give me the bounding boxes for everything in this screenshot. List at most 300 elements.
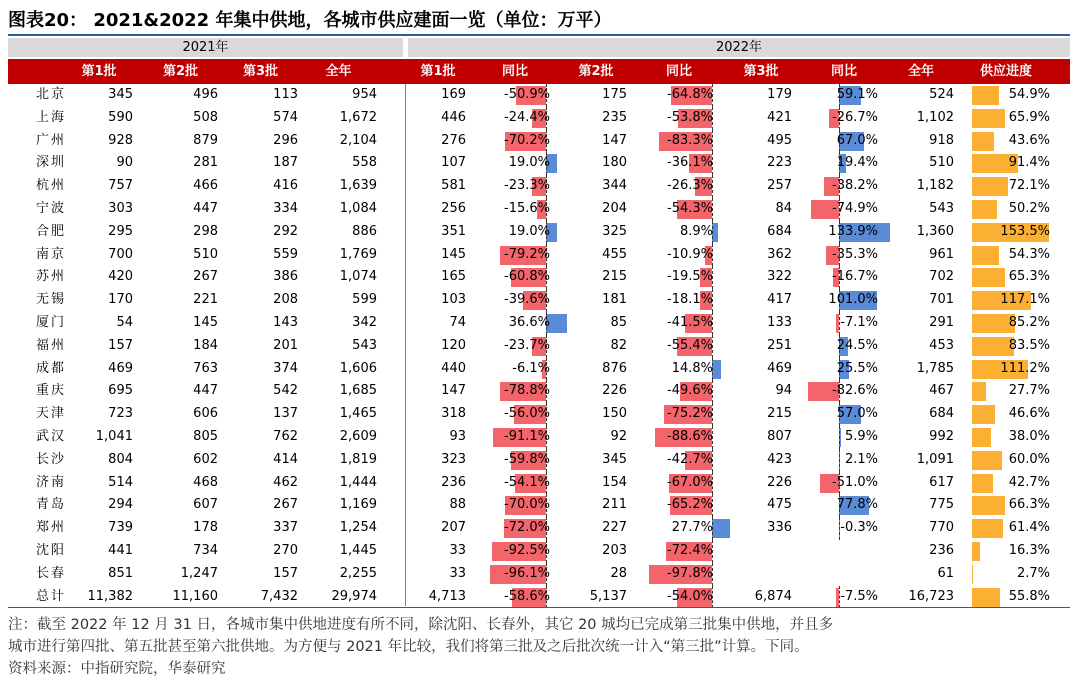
cell-n3 <box>730 563 792 586</box>
cell-yoy2: -19.5% <box>667 269 713 285</box>
table-row <box>8 380 1070 403</box>
table-row <box>8 289 1070 312</box>
cell-yoy1: -70.0% <box>504 497 550 513</box>
column-header: 第2批 <box>578 64 614 79</box>
cell-prog: 61.4% <box>1008 520 1050 536</box>
cell-y22: 16,723 <box>908 588 954 604</box>
cell-b3: 542 <box>273 383 298 399</box>
cell-b1: 345 <box>108 87 133 102</box>
cell-yoy2: -75.2% <box>667 406 713 422</box>
cell-prog: 54.3% <box>1008 246 1050 262</box>
cell-n1: 581 <box>441 178 466 194</box>
cell-n3: 469 <box>767 360 792 376</box>
cell-prog: 153.5% <box>1000 223 1050 239</box>
cell-yoy2: 8.9% <box>679 223 713 239</box>
cell-y21: 886 <box>352 223 377 239</box>
cell-y21: 1,606 <box>339 360 377 376</box>
cell-b2: 734 <box>193 543 218 558</box>
cell-prog: 65.3% <box>1008 269 1050 285</box>
city-name: 广州 <box>36 132 67 148</box>
cell-n3: 322 <box>767 269 792 285</box>
cell-y22: 1,102 <box>916 109 954 125</box>
cell-prog: 42.7% <box>1008 474 1050 490</box>
cell-n1: 256 <box>441 201 466 216</box>
cell-n2: 147 <box>602 132 627 148</box>
cell-n3: 421 <box>767 109 792 125</box>
cell-n1: 74 <box>449 315 466 330</box>
cell-n1: 318 <box>441 406 466 422</box>
city-name: 上海 <box>36 109 67 125</box>
cell-yoy1: -60.8% <box>504 269 550 285</box>
cell-yoy1: -56.0% <box>504 406 550 422</box>
table-row <box>8 175 1070 198</box>
cell-yoy2: -18.1% <box>667 292 713 308</box>
cell-yoy1: 19.0% <box>508 223 550 239</box>
column-header: 第3批 <box>242 64 279 79</box>
cell-y21: 543 <box>352 337 377 353</box>
column-header: 全年 <box>907 64 934 79</box>
cell-y21: 29,974 <box>331 588 377 604</box>
cell-yoy2: -26.3% <box>667 178 713 194</box>
cell-y21: 2,609 <box>339 429 377 444</box>
cell-yoy3: -35.3% <box>832 246 878 262</box>
column-header: 供应进度 <box>979 64 1032 79</box>
cell-yoy2: -54.0% <box>667 588 713 604</box>
table-row <box>8 266 1070 289</box>
cell-n3: 417 <box>767 292 792 308</box>
table-row <box>8 130 1070 153</box>
cell-b3: 374 <box>273 360 298 376</box>
cell-prog: 60.0% <box>1008 451 1050 467</box>
cell-y21: 1,685 <box>339 383 377 399</box>
cell-b3: 559 <box>273 246 298 262</box>
cell-prog: 91.4% <box>1008 155 1050 171</box>
cell-b3: 292 <box>273 223 298 239</box>
table-row <box>8 84 1070 107</box>
cell-yoy1: -91.1% <box>504 429 550 444</box>
cell-yoy1: -58.6% <box>504 588 550 604</box>
cell-b2: 510 <box>193 246 218 262</box>
cell-y21: 342 <box>352 315 377 330</box>
city-name: 无锡 <box>36 292 67 308</box>
cell-b2: 298 <box>193 223 218 239</box>
cell-b3: 7,432 <box>260 588 298 604</box>
cell-y21: 1,465 <box>339 406 377 422</box>
cell-prog: 43.6% <box>1008 132 1050 148</box>
cell-y22: 467 <box>929 383 954 399</box>
cell-prog: 46.6% <box>1008 406 1050 422</box>
cell-n3: 251 <box>767 337 792 353</box>
cell-b3: 143 <box>273 315 298 330</box>
cell-y22: 961 <box>929 246 954 262</box>
cell-yoy3: -7.5% <box>840 588 878 604</box>
cell-n2: 180 <box>602 155 627 171</box>
cell-y21: 954 <box>352 87 377 102</box>
city-name: 成都 <box>36 360 67 376</box>
cell-yoy1: -6.1% <box>512 360 550 376</box>
cell-yoy2: -41.5% <box>667 315 713 330</box>
city-name: 长春 <box>36 565 67 581</box>
cell-b1: 590 <box>108 109 133 125</box>
cell-yoy2: -36.1% <box>667 155 713 171</box>
cell-n3: 423 <box>767 451 792 467</box>
cell-y21: 1,639 <box>339 178 377 194</box>
cell-y22: 770 <box>929 520 954 536</box>
cell-b3: 157 <box>273 565 298 581</box>
column-header: 第1批 <box>420 64 456 79</box>
cell-b1: 469 <box>108 360 133 376</box>
cell-y22: 992 <box>929 429 954 444</box>
cell-n2: 204 <box>602 201 627 216</box>
cell-n2: 227 <box>602 520 627 536</box>
table-row <box>8 494 1070 517</box>
cell-yoy1: -92.5% <box>504 543 550 558</box>
cell-b2: 606 <box>193 406 218 422</box>
cell-b1: 851 <box>108 565 133 581</box>
cell-n2: 150 <box>602 406 627 422</box>
group-header-2022: 2022年 <box>408 38 1070 57</box>
column-header: 同比 <box>501 64 528 79</box>
cell-prog: 65.9% <box>1008 109 1050 125</box>
cell-y21: 2,255 <box>339 565 377 581</box>
cell-yoy2: -83.3% <box>667 132 713 148</box>
table-row <box>8 244 1070 267</box>
column-header: 同比 <box>665 64 692 79</box>
cell-b2: 805 <box>193 429 218 444</box>
cell-prog: 55.8% <box>1008 588 1050 604</box>
cell-b1: 928 <box>108 132 133 148</box>
cell-b3: 462 <box>273 474 298 490</box>
cell-b2: 221 <box>193 292 218 308</box>
cell-b2: 879 <box>193 132 218 148</box>
cell-b1: 1,041 <box>95 429 133 444</box>
city-name: 合肥 <box>36 223 67 239</box>
cell-n1: 120 <box>441 337 466 353</box>
cell-b1: 723 <box>108 406 133 422</box>
cell-yoy1: -15.6% <box>504 201 550 216</box>
cell-yoy1: -70.2% <box>504 132 550 148</box>
note-line-2: 城市进行第四批、第五批甚至第六批供地。为方便与 2021 年比较，我们将第三批及之后批次统一计入“第三批”计算。下同。 <box>8 639 809 655</box>
cell-yoy1: -72.0% <box>504 520 550 536</box>
cell-n3: 257 <box>767 178 792 194</box>
table-row <box>8 540 1070 563</box>
cell-y22: 1,785 <box>916 360 954 376</box>
cell-b1: 295 <box>108 223 133 239</box>
city-name: 济南 <box>36 474 67 490</box>
cell-n1: 33 <box>449 543 466 558</box>
cell-y21: 1,074 <box>339 269 377 285</box>
cell-y22: 617 <box>929 474 954 490</box>
cell-b1: 695 <box>108 383 133 399</box>
cell-b3: 416 <box>273 178 298 194</box>
cell-n1: 323 <box>441 451 466 467</box>
cell-yoy1: -24.4% <box>504 109 550 125</box>
table-row <box>8 586 1070 609</box>
cell-yoy3 <box>810 540 878 563</box>
cell-n3: 133 <box>767 315 792 330</box>
cell-b1: 54 <box>116 315 133 330</box>
cell-prog: 16.3% <box>1008 543 1050 558</box>
table-row <box>8 403 1070 426</box>
page-title: 图表20： 2021&2022 年集中供地，各城市供应建面一览（单位：万平） <box>8 10 612 31</box>
cell-y21: 1,254 <box>339 520 377 536</box>
cell-n1: 165 <box>441 269 466 285</box>
cell-b2: 466 <box>193 178 218 194</box>
cell-y22: 543 <box>929 201 954 216</box>
cell-b1: 303 <box>108 201 133 216</box>
city-name: 总计 <box>36 588 67 604</box>
cell-yoy1: -96.1% <box>504 565 550 581</box>
cell-prog: 83.5% <box>1008 337 1050 353</box>
column-header: 第1批 <box>81 64 117 79</box>
cell-n2: 85 <box>610 315 627 330</box>
table-row <box>8 221 1070 244</box>
cell-b2: 763 <box>193 360 218 376</box>
cell-b2: 508 <box>193 109 218 125</box>
cell-n2: 226 <box>602 383 627 399</box>
cell-y22: 918 <box>929 132 954 148</box>
cell-y22: 684 <box>929 406 954 422</box>
cell-yoy1: -50.9% <box>504 87 550 102</box>
cell-n2: 345 <box>602 451 627 467</box>
city-name: 北京 <box>36 87 67 102</box>
column-header-row <box>8 59 1070 84</box>
cell-yoy1: -78.8% <box>504 383 550 399</box>
cell-n3: 179 <box>767 87 792 102</box>
cell-yoy3: 5.9% <box>844 429 878 444</box>
cell-n1: 351 <box>441 223 466 239</box>
cell-yoy2: -54.3% <box>667 201 713 216</box>
city-name: 深圳 <box>36 155 67 171</box>
cell-yoy1: -39.6% <box>504 292 550 308</box>
cell-prog: 38.0% <box>1008 429 1050 444</box>
cell-yoy3: -82.6% <box>832 383 878 399</box>
city-name: 长沙 <box>36 451 67 467</box>
city-name: 宁波 <box>36 201 67 216</box>
cell-n1: 88 <box>449 497 466 513</box>
cell-yoy1: -23.7% <box>504 337 550 353</box>
cell-n3: 336 <box>767 520 792 536</box>
cell-yoy3: -26.7% <box>832 109 878 125</box>
cell-n2: 325 <box>602 223 627 239</box>
cell-b2: 496 <box>193 87 218 102</box>
cell-b3: 208 <box>273 292 298 308</box>
cell-y22: 291 <box>929 315 954 330</box>
cell-yoy2: -42.7% <box>667 451 713 467</box>
table-row <box>8 152 1070 175</box>
cell-b1: 757 <box>108 178 133 194</box>
cell-yoy3: -38.2% <box>832 178 878 194</box>
cell-y22: 61 <box>937 565 954 581</box>
cell-n3: 6,874 <box>754 588 792 604</box>
cell-y21: 1,169 <box>339 497 377 513</box>
cell-n3: 684 <box>767 223 792 239</box>
table-bottom-rule <box>8 607 1070 608</box>
cell-yoy3: -7.1% <box>840 315 878 330</box>
cell-b3: 187 <box>273 155 298 171</box>
cell-b1: 804 <box>108 451 133 467</box>
cell-yoy3: -51.0% <box>832 474 878 490</box>
column-header: 第2批 <box>162 64 199 79</box>
cell-yoy3: 57.0% <box>836 406 878 422</box>
column-header: 全年 <box>325 64 352 79</box>
table-row <box>8 563 1070 586</box>
cell-n2: 344 <box>602 178 627 194</box>
cell-yoy1: -79.2% <box>504 246 550 262</box>
cell-b1: 170 <box>108 292 133 308</box>
cell-y22: 1,360 <box>916 223 954 239</box>
cell-n2: 154 <box>602 474 627 490</box>
cell-prog: 85.2% <box>1008 315 1050 330</box>
cell-b2: 1,247 <box>180 565 218 581</box>
cell-b3: 337 <box>273 520 298 536</box>
cell-y22: 701 <box>929 292 954 308</box>
cell-n3: 807 <box>767 429 792 444</box>
cell-yoy2: -10.9% <box>667 246 713 262</box>
yoy-bar <box>712 360 721 379</box>
cell-yoy2: -97.8% <box>667 565 713 581</box>
cell-yoy2: -49.6% <box>667 383 713 399</box>
city-name: 天津 <box>36 406 67 422</box>
city-name: 福州 <box>36 337 67 353</box>
cell-b3: 296 <box>273 132 298 148</box>
cell-yoy1: 19.0% <box>508 155 550 171</box>
city-name: 厦门 <box>36 315 67 330</box>
cell-yoy2: -65.2% <box>667 497 713 513</box>
cell-b2: 602 <box>193 451 218 467</box>
table-row <box>8 312 1070 335</box>
cell-b1: 739 <box>108 520 133 536</box>
cell-n3: 94 <box>775 383 792 399</box>
cell-b2: 11,160 <box>172 588 218 604</box>
cell-yoy2: -67.0% <box>667 474 713 490</box>
cell-yoy2: 14.8% <box>671 360 713 376</box>
cell-b1: 294 <box>108 497 133 513</box>
table-row <box>8 449 1070 472</box>
cell-n3 <box>730 540 792 563</box>
cell-b1: 441 <box>108 543 133 558</box>
cell-n2: 455 <box>602 246 627 262</box>
cell-yoy2: -53.8% <box>667 109 713 125</box>
city-name: 武汉 <box>36 429 67 444</box>
cell-prog: 117.1% <box>1000 292 1050 308</box>
cell-yoy3: -74.9% <box>832 201 878 216</box>
cell-n2: 181 <box>602 292 627 308</box>
cell-prog: 27.7% <box>1008 383 1050 399</box>
table-row <box>8 335 1070 358</box>
cell-y21: 558 <box>352 155 377 171</box>
cell-b1: 157 <box>108 337 133 353</box>
cell-b1: 514 <box>108 474 133 490</box>
table-row <box>8 107 1070 130</box>
cell-b1: 420 <box>108 269 133 285</box>
note-line-1: 注：截至 2022 年 12 月 31 日，各城市集中供地进度有所不同，除沈阳、长春外，其它 20 城均已完成第三批集中供地，并且多 <box>8 617 834 633</box>
cell-prog: 50.2% <box>1008 201 1050 216</box>
cell-yoy3: 2.1% <box>844 451 878 467</box>
cell-y22: 775 <box>929 497 954 513</box>
cell-y22: 1,182 <box>916 178 954 194</box>
cell-n3: 362 <box>767 246 792 262</box>
cell-y21: 2,104 <box>339 132 377 148</box>
cell-n1: 236 <box>441 474 466 490</box>
source-line: 资料来源：中指研究院，华泰研究 <box>8 661 226 677</box>
cell-b2: 607 <box>193 497 218 513</box>
cell-yoy3: 77.8% <box>836 497 878 513</box>
cell-prog: 2.7% <box>1016 565 1050 581</box>
cell-y21: 599 <box>352 292 377 308</box>
cell-n2: 175 <box>602 87 627 102</box>
cell-prog: 66.3% <box>1008 497 1050 513</box>
cell-n3: 223 <box>767 155 792 171</box>
cell-n3: 475 <box>767 497 792 513</box>
cell-y22: 702 <box>929 269 954 285</box>
cell-y22: 453 <box>929 337 954 353</box>
title-rule <box>8 34 1070 36</box>
city-name: 沈阳 <box>36 543 67 558</box>
group-header-2021: 2021年 <box>8 38 403 57</box>
footnote <box>8 614 1070 680</box>
cell-yoy2: -64.8% <box>667 87 713 102</box>
city-name: 重庆 <box>36 383 67 399</box>
cell-prog: 54.9% <box>1008 87 1050 102</box>
cell-b3: 762 <box>273 429 298 444</box>
cell-y21: 1,445 <box>339 543 377 558</box>
cell-y21: 1,084 <box>339 201 377 216</box>
cell-b2: 447 <box>193 201 218 216</box>
cell-n2: 203 <box>602 543 627 558</box>
cell-n3: 215 <box>767 406 792 422</box>
cell-yoy2: -72.4% <box>667 543 713 558</box>
cell-n1: 145 <box>441 246 466 262</box>
city-name: 郑州 <box>36 520 67 536</box>
cell-yoy3: 19.4% <box>836 155 878 171</box>
cell-yoy1: -23.3% <box>504 178 550 194</box>
cell-yoy3: 25.5% <box>836 360 878 376</box>
cell-yoy3: 24.5% <box>836 337 878 353</box>
cell-n1: 93 <box>449 429 466 444</box>
cell-y21: 1,769 <box>339 246 377 262</box>
cell-y22: 236 <box>929 543 954 558</box>
cell-b3: 574 <box>273 109 298 125</box>
cell-yoy1: -59.8% <box>504 451 550 467</box>
city-name: 苏州 <box>36 269 67 285</box>
yoy-bar <box>712 519 730 538</box>
cell-b3: 414 <box>273 451 298 467</box>
cell-n3: 495 <box>767 132 792 148</box>
cell-n1: 107 <box>441 155 466 171</box>
cell-prog: 72.1% <box>1008 178 1050 194</box>
table-row <box>8 517 1070 540</box>
cell-n1: 446 <box>441 109 466 125</box>
cell-n1: 33 <box>449 565 466 581</box>
cell-n2: 235 <box>602 109 627 125</box>
cell-b2: 468 <box>193 474 218 490</box>
cell-yoy1: -54.1% <box>504 474 550 490</box>
cell-b2: 447 <box>193 383 218 399</box>
cell-b1: 90 <box>116 155 133 171</box>
cell-n1: 440 <box>441 360 466 376</box>
cell-yoy2: -55.4% <box>667 337 713 353</box>
cell-n2: 5,137 <box>589 588 627 604</box>
cell-b3: 334 <box>273 201 298 216</box>
cell-yoy3: 133.9% <box>828 223 878 239</box>
cell-n2: 215 <box>602 269 627 285</box>
cell-b2: 178 <box>193 520 218 536</box>
cell-yoy2: 27.7% <box>671 520 713 536</box>
cell-y21: 1,672 <box>339 109 377 125</box>
cell-b3: 386 <box>273 269 298 285</box>
cell-b1: 700 <box>108 246 133 262</box>
